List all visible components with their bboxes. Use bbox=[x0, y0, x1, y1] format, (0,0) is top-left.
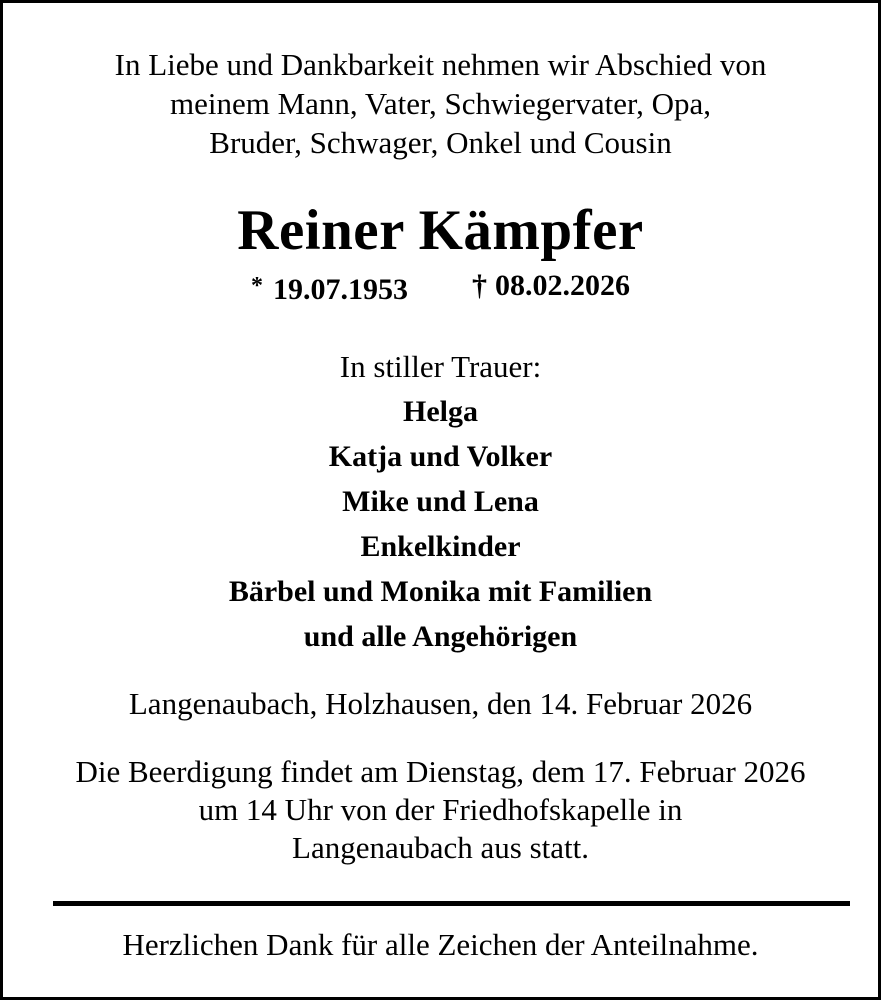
intro-line: In Liebe und Dankbarkeit nehmen wir Abschied von bbox=[114, 47, 767, 82]
mourner-line: und alle Angehörigen bbox=[303, 620, 578, 653]
mourner-line: Katja und Volker bbox=[328, 440, 553, 473]
born-star-icon: * bbox=[251, 273, 263, 299]
intro-line: meinem Mann, Vater, Schwiegervater, Opa, bbox=[170, 86, 711, 121]
birth-date-group bbox=[251, 268, 408, 308]
divider-line bbox=[53, 901, 850, 906]
mourner-line: Enkelkinder bbox=[360, 530, 521, 563]
life-dates bbox=[251, 268, 630, 308]
funeral-line: Langenaubach aus statt. bbox=[292, 830, 589, 865]
funeral-line: um 14 Uhr von der Friedhofskapelle in bbox=[198, 792, 683, 827]
mourner-line: Helga bbox=[403, 395, 478, 428]
thanks-line: Herzlichen Dank für alle Zeichen der Anteilnahme. bbox=[122, 927, 759, 962]
funeral-info bbox=[3, 753, 878, 867]
birth-date: 19.07.1953 bbox=[273, 273, 408, 306]
place-date-line: Langenaubach, Holzhausen, den 14. Februar 2026 bbox=[128, 686, 753, 721]
deceased-name: Reiner Kämpfer bbox=[237, 199, 644, 262]
mourning-label: In stiller Trauer: bbox=[339, 349, 542, 384]
mourners-list bbox=[3, 389, 878, 659]
death-date: 08.02.2026 bbox=[495, 269, 630, 302]
mourner-line: Bärbel und Monika mit Familien bbox=[228, 575, 653, 608]
mourner-line: Mike und Lena bbox=[342, 485, 539, 518]
funeral-line: Die Beerdigung findet am Dienstag, dem 17. Februar 2026 bbox=[75, 754, 806, 789]
death-cross-icon: † bbox=[472, 269, 487, 302]
death-date-group bbox=[472, 268, 630, 308]
intro-line: Bruder, Schwager, Onkel und Cousin bbox=[209, 125, 672, 160]
intro-text bbox=[3, 45, 878, 162]
